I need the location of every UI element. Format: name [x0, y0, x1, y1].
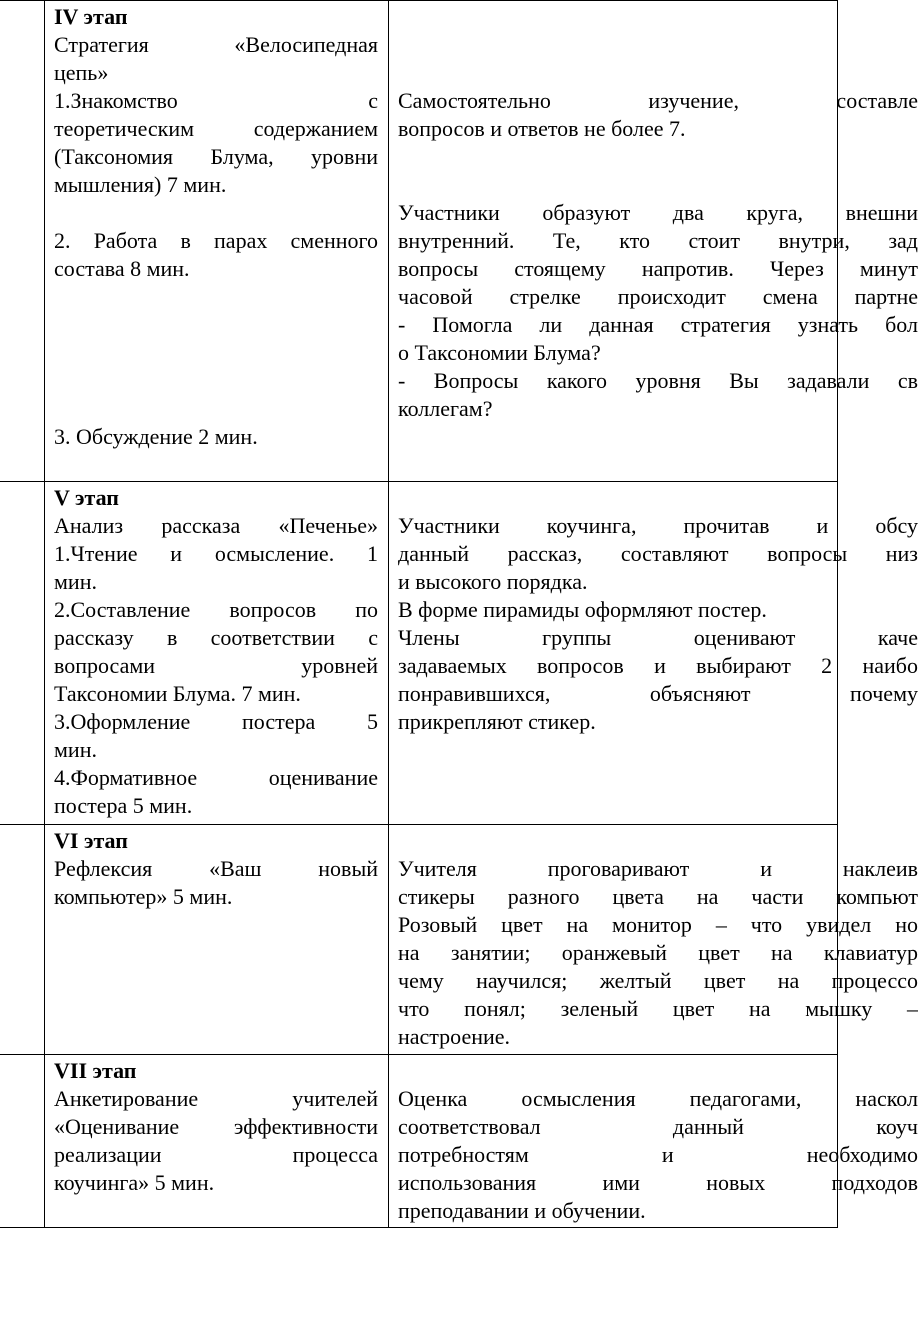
text-line: коллегам? [398, 396, 493, 421]
text-line: Учителя проговаривают и наклеив [398, 856, 918, 881]
text-line: соответствовал данный коуч [398, 1114, 918, 1139]
text-line: Стратегия «Велосипедная [54, 32, 378, 57]
number-cell [0, 825, 45, 1055]
blank-line [54, 367, 378, 395]
blank-line [398, 59, 918, 87]
activity-text [398, 3, 918, 423]
number-cell [0, 1055, 45, 1228]
blank-line [54, 283, 378, 311]
text-line: мин. [54, 569, 97, 594]
stage-description-cell [45, 1, 389, 482]
text-line: коучинга» 5 мин. [54, 1170, 215, 1195]
stage-description-cell [45, 1055, 389, 1228]
stage-text [54, 31, 378, 451]
text-line: задаваемых вопросов и выбирают 2 наибо [398, 653, 918, 678]
text-line: на занятии; оранжевый цвет на клавиатур [398, 940, 918, 965]
text-line: 4.Формативное оценивание [54, 765, 378, 790]
table-row [0, 1, 838, 482]
text-line: чему научился; желтый цвет на процессо [398, 968, 918, 993]
stage-text [54, 855, 378, 911]
blank-line [398, 1057, 918, 1085]
activity-description-cell [389, 1, 918, 482]
stage-text [54, 512, 378, 820]
activity-text [398, 827, 918, 1051]
text-line: Участники коучинга, прочитав и обсу [398, 513, 918, 538]
table-row [0, 1055, 838, 1228]
activity-description-cell [389, 482, 918, 825]
text-line: вопросами уровней [54, 653, 378, 678]
text-line: вопросов и ответов не более 7. [398, 116, 686, 141]
blank-line [54, 395, 378, 423]
text-line: Самостоятельно изучение, составле [398, 88, 918, 113]
text-line: мышления) 7 мин. [54, 172, 227, 197]
text-line: состава 8 мин. [54, 256, 190, 281]
text-line: «Оценивание эффективности [54, 1114, 378, 1139]
text-line: Рефлексия «Ваш новый [54, 856, 378, 881]
text-line: компьютер» 5 мин. [54, 884, 233, 909]
stage-description-cell [45, 482, 389, 825]
stage-title: IV этап [54, 4, 128, 29]
stage-title: V этап [54, 485, 119, 510]
text-line: постера 5 мин. [54, 793, 193, 818]
text-line: часовой стрелке происходит смена партне [398, 284, 918, 309]
activity-text [398, 1057, 918, 1225]
text-line: прикрепляют стикер. [398, 709, 596, 734]
text-line: Оценка осмысления педагогами, наскол [398, 1086, 918, 1111]
text-line: потребностям и необходимо [398, 1142, 918, 1167]
text-line: 3.Оформление постера 5 [54, 709, 378, 734]
stage-title: VI этап [54, 828, 128, 853]
text-line: Розовый цвет на монитор – что увидел но [398, 912, 918, 937]
text-line: использования ими новых подходов [398, 1170, 918, 1195]
blank-line [398, 31, 918, 59]
text-line: реализации процесса [54, 1142, 378, 1167]
text-line: вопросы стоящему напротив. Через минут [398, 256, 918, 281]
text-line: - Вопросы какого уровня Вы задавали св [398, 368, 918, 393]
number-cell [0, 482, 45, 825]
table-row [0, 482, 838, 825]
text-line: данный рассказ, составляют вопросы низ [398, 541, 918, 566]
text-line: понравившихся, объясняют почему [398, 681, 918, 706]
text-line: 3. Обсуждение 2 мин. [54, 424, 258, 449]
stage-text [54, 1085, 378, 1197]
text-line: 2. Работа в парах сменного [54, 228, 378, 253]
blank-line [398, 484, 918, 512]
text-line: и высокого порядка. [398, 569, 588, 594]
stage-description-cell [45, 825, 389, 1055]
text-line: (Таксономия Блума, уровни [54, 144, 378, 169]
activity-description-cell [389, 1055, 918, 1228]
blank-line [54, 339, 378, 367]
blank-line [54, 311, 378, 339]
text-line: настроение. [398, 1024, 511, 1049]
text-line: мин. [54, 737, 97, 762]
text-line: В форме пирамиды оформляют постер. [398, 597, 767, 622]
text-line: рассказу в соответствии с [54, 625, 378, 650]
blank-line [398, 3, 918, 31]
stage-title: VII этап [54, 1058, 137, 1083]
text-line: цепь» [54, 60, 109, 85]
text-line: - Помогла ли данная стратегия узнать бол [398, 312, 918, 337]
text-line: 1.Чтение и осмысление. 1 [54, 541, 378, 566]
blank-line [398, 171, 918, 199]
text-line: 1.Знакомство с [54, 88, 378, 113]
activity-text [398, 484, 918, 736]
text-line: Члены группы оценивают каче [398, 625, 918, 650]
text-line: преподавании и обучении. [398, 1198, 646, 1223]
table-body [0, 1, 918, 1228]
text-line: стикеры разного цвета на части компьют [398, 884, 918, 909]
text-line: теоретическим содержанием [54, 116, 378, 141]
text-line: Анкетирование учителей [54, 1086, 378, 1111]
text-line: что понял; зеленый цвет на мышку – [398, 996, 918, 1021]
text-line: Таксономии Блума. 7 мин. [54, 681, 301, 706]
blank-line [398, 827, 918, 855]
text-line: 2.Составление вопросов по [54, 597, 378, 622]
text-line: о Таксономии Блума? [398, 340, 601, 365]
blank-line [54, 199, 378, 227]
text-line: Анализ рассказа «Печенье» [54, 513, 378, 538]
blank-line [398, 143, 918, 171]
number-cell [0, 1, 45, 482]
activity-description-cell [389, 825, 918, 1055]
text-line: Участники образуют два круга, внешни [398, 200, 918, 225]
table-row [0, 825, 838, 1055]
text-line: внутренний. Те, кто стоит внутри, зад [398, 228, 918, 253]
